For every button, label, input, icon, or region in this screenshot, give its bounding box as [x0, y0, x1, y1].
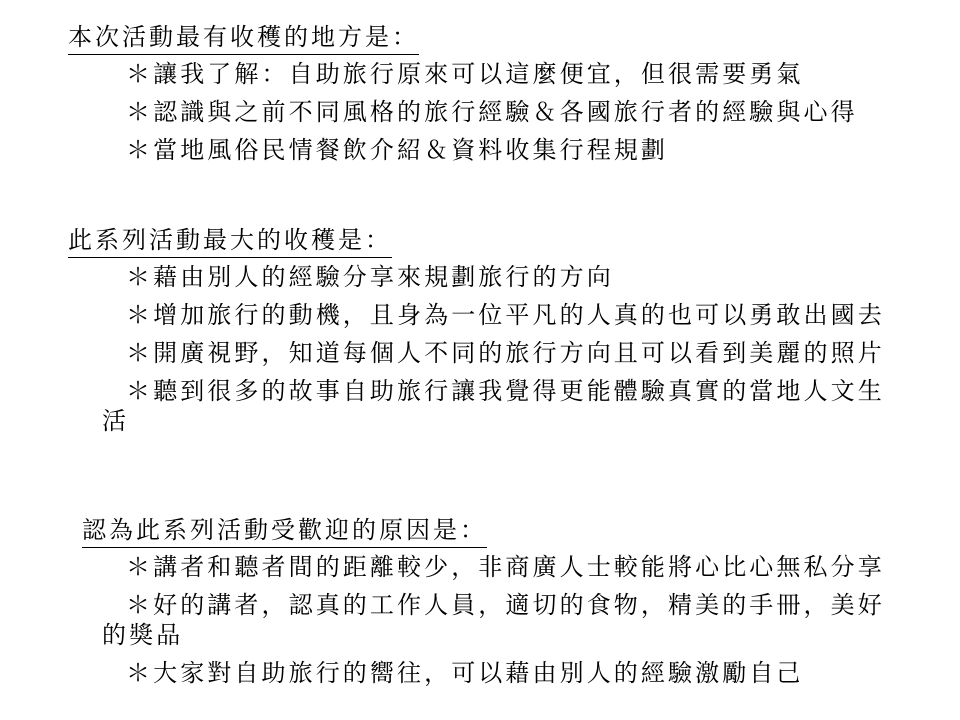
list-item [102, 262, 892, 292]
list-item [102, 338, 892, 368]
list-item-text: 聽到很多的故事自助旅行讓我覺得更能體驗真實的當地人文生活 [102, 377, 885, 435]
section-3 [0, 515, 960, 696]
list-item-text: 增加旅行的動機，且身為一位平凡的人真的也可以勇敢出國去 [153, 301, 885, 329]
list-item-text: 藉由別人的經驗分享來規劃旅行的方向 [153, 263, 614, 291]
list-item [102, 135, 892, 165]
bullet-marker: ＊ [126, 301, 154, 329]
bullet-marker: ＊ [126, 98, 154, 126]
bullet-list [0, 59, 960, 165]
list-item [102, 552, 892, 582]
list-item-text: 好的講者，認真的工作人員，適切的食物，精美的手冊，美好的獎品 [102, 591, 885, 649]
list-item-text: 大家對自助旅行的嚮往，可以藉由別人的經驗激勵自己 [153, 659, 804, 687]
list-item [102, 590, 892, 650]
section-heading: 本次活動最有收穫的地方是： [68, 22, 419, 55]
bullet-marker: ＊ [126, 263, 154, 291]
bullet-list [0, 552, 960, 688]
section-2 [0, 225, 960, 444]
list-item-text: 開廣視野，知道每個人不同的旅行方向且可以看到美麗的照片 [153, 339, 885, 367]
list-item [102, 658, 892, 688]
bullet-marker: ＊ [126, 553, 154, 581]
list-item [102, 376, 892, 436]
bullet-list [0, 262, 960, 436]
section-heading: 此系列活動最大的收穫是： [68, 225, 392, 258]
list-item [102, 97, 892, 127]
bullet-marker: ＊ [126, 136, 154, 164]
bullet-marker: ＊ [126, 60, 154, 88]
section-1 [0, 22, 960, 173]
list-item [102, 59, 892, 89]
bullet-marker: ＊ [126, 591, 154, 619]
bullet-marker: ＊ [126, 377, 154, 405]
list-item-text: 認識與之前不同風格的旅行經驗＆各國旅行者的經驗與心得 [153, 98, 858, 126]
list-item-text: 講者和聽者間的距離較少，非商廣人士較能將心比心無私分享 [153, 553, 885, 581]
bullet-marker: ＊ [126, 339, 154, 367]
bullet-marker: ＊ [126, 659, 154, 687]
list-item-text: 讓我了解：自助旅行原來可以這麼便宜，但很需要勇氣 [153, 60, 804, 88]
list-item-text: 當地風俗民情餐飲介紹＆資料收集行程規劃 [153, 136, 669, 164]
section-heading: 認為此系列活動受歡迎的原因是： [82, 515, 487, 548]
list-item [102, 300, 892, 330]
